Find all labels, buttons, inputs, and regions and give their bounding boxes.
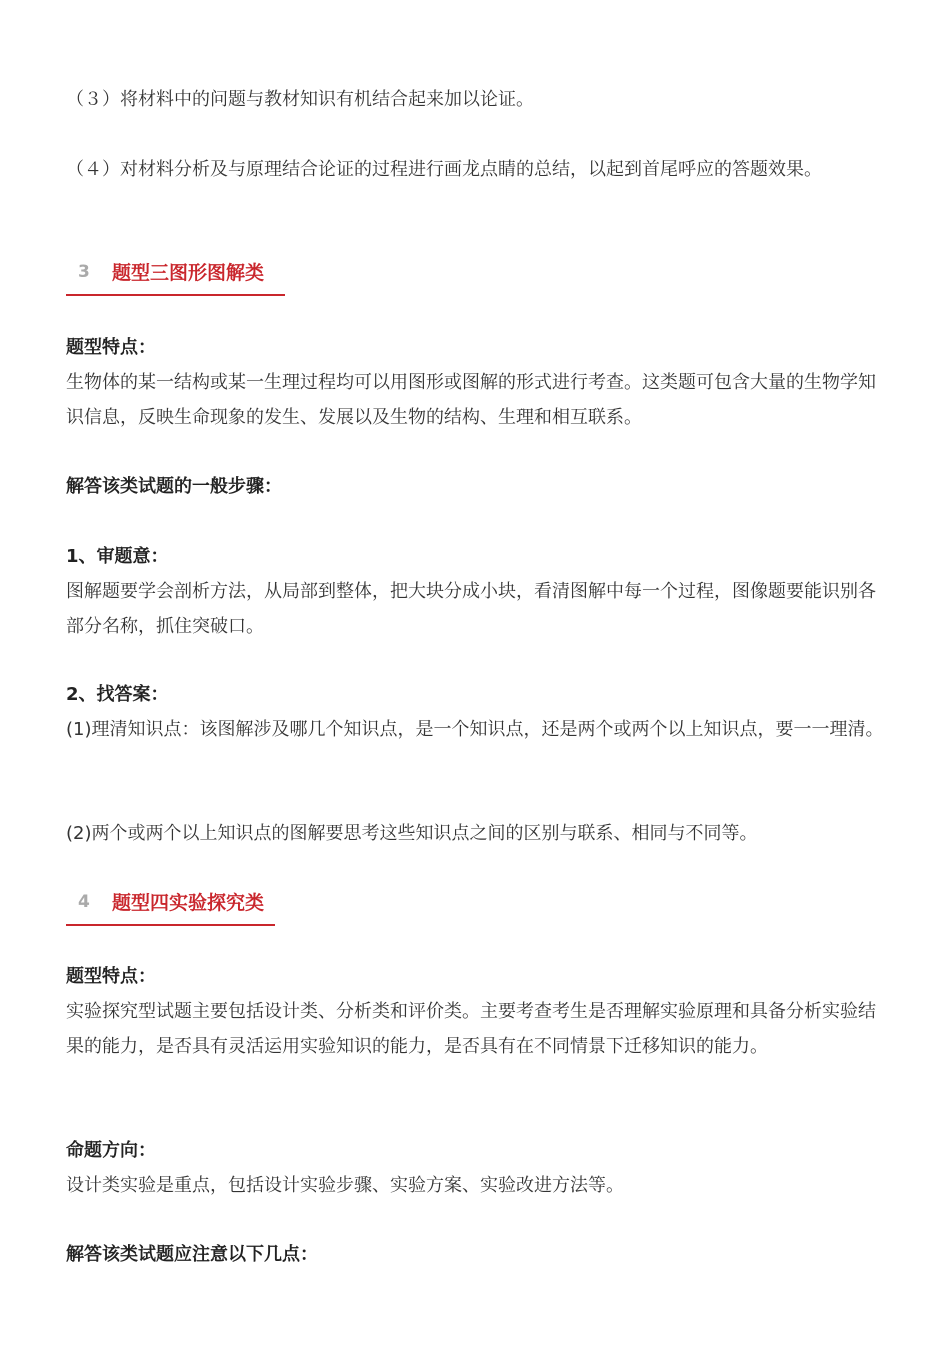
direction-text: 设计类实验是重点，包括设计实验步骤、实验方案、实验改进方法等。 — [66, 1175, 624, 1196]
section-number: 4 — [78, 892, 90, 912]
feature-text: 生物体的某一结构或某一生理过程均可以用图形或图解的形式进行考查。这类题可包含大量的生物学知识信息，反映生命现象的发生、发展以及生物的结构、生理和相互联系。 — [66, 372, 876, 428]
section-number: 3 — [78, 262, 90, 282]
section-title: 题型三图形图解类 — [112, 262, 265, 284]
section-header-3 — [66, 258, 285, 296]
direction-label: 命题方向： — [66, 1140, 156, 1161]
section-header-4 — [66, 888, 275, 926]
step2-text-2: (2)两个或两个以上知识点的图解要思考这些知识点之间的区别与联系、相同与不同等。 — [66, 823, 758, 844]
paragraph-item-4: （４）对材料分析及与原理结合论证的过程进行画龙点睛的总结，以起到首尾呼应的答题效果。 — [66, 159, 822, 180]
feature-label: 题型特点： — [66, 337, 156, 358]
step1-label: 1、审题意： — [66, 546, 169, 567]
step2-text-1: (1)理清知识点：该图解涉及哪几个知识点，是一个知识点，还是两个或两个以上知识点，要一一理清。 — [66, 719, 884, 740]
steps-label: 解答该类试题的一般步骤： — [66, 476, 282, 497]
step2-label: 2、找答案： — [66, 684, 169, 705]
feature-text: 实验探究型试题主要包括设计类、分析类和评价类。主要考查考生是否理解实验原理和具备分析实验结果的能力，是否具有灵活运用实验知识的能力，是否具有在不同情景下迁移知识的能力。 — [66, 1001, 876, 1057]
step1-text: 图解题要学会剖析方法，从局部到整体，把大块分成小块，看清图解中每一个过程，图像题要能识别各部分名称，抓住突破口。 — [66, 581, 876, 637]
section-title: 题型四实验探究类 — [112, 892, 265, 914]
paragraph-item-3: （３）将材料中的问题与教材知识有机结合起来加以论证。 — [66, 89, 534, 110]
feature-label: 题型特点： — [66, 966, 156, 987]
notes-label: 解答该类试题应注意以下几点： — [66, 1244, 318, 1265]
